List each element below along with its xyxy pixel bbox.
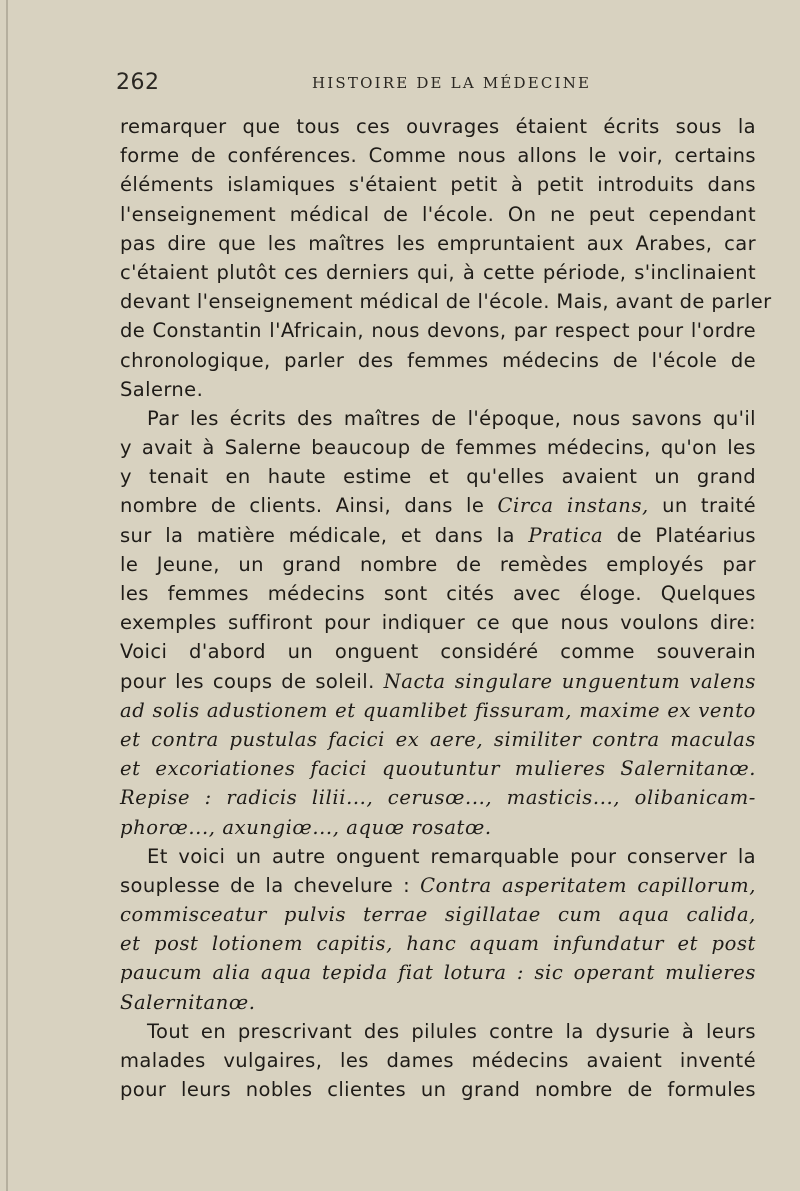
latin-recipe-line: et post lotionem capitis, hanc aquam infundatur et post (120, 932, 756, 956)
text-line (120, 521, 756, 550)
latin-recipe-line: et excoriationes facici quoutuntur mulieres Salernitanœ. (120, 757, 756, 781)
text-line: Voici d'abord un onguent considéré comme souverain (120, 640, 756, 664)
text-line (120, 491, 756, 520)
text-line: exemples suffiront pour indiquer ce que nous voulons dire: (120, 611, 756, 635)
text-line: malades vulgaires, les dames médecins avaient inventé (120, 1049, 756, 1072)
text-segment: sur la matière médicale, et dans la (120, 523, 529, 547)
latin-title: Pratica (528, 523, 604, 547)
text-segment: un traité (648, 494, 756, 518)
text-line (120, 871, 756, 900)
latin-recipe: Contra asperitatem capillorum, (420, 873, 756, 897)
text-segment: pour les coups de soleil. (120, 669, 384, 693)
text-segment: de Platéarius (603, 523, 756, 547)
page-number: 262 (116, 70, 160, 95)
text-line: remarquer que tous ces ouvrages étaient écrits sous la (120, 115, 756, 138)
body-text (120, 112, 772, 1104)
text-line (120, 667, 756, 696)
text-line: c'étaient plutôt ces derniers qui, à cette période, s'inclinaient (120, 260, 756, 284)
text-segment: nombre de clients. Ainsi, dans le (120, 494, 485, 518)
text-line: forme de conférences. Comme nous allons le voir, certains (120, 144, 756, 168)
latin-recipe-line: phorœ..., axungiœ..., aquœ rosatœ. (120, 815, 492, 839)
running-head: HISTOIRE DE LA MÉDECINE (312, 74, 592, 92)
text-line: le Jeune, un grand nombre de remèdes employés par (120, 552, 756, 576)
latin-title: Circa instans, (497, 494, 649, 518)
text-line: y tenait en haute estime et qu'elles avaient un grand (120, 465, 756, 489)
text-segment: souplesse de la chevelure : (120, 873, 421, 897)
latin-recipe: Nacta singulare unguentum valens (383, 669, 756, 693)
text-line: Salerne. (120, 377, 204, 401)
page-edge-shadow (6, 0, 8, 1191)
text-line: éléments islamiques s'étaient petit à petit introduits dans (120, 173, 756, 197)
latin-recipe-line: Salernitanœ. (120, 990, 256, 1014)
text-line: Et voici un autre onguent remarquable pour conserver la (147, 844, 756, 868)
latin-recipe-line: commisceatur pulvis terrae sigillatae cum aqua calida, (120, 903, 756, 927)
latin-recipe-line: paucum alia aqua tepida fiat lotura : sic operant mulieres (120, 961, 756, 985)
text-line: de Constantin l'Africain, nous devons, par respect pour l'ordre (120, 319, 756, 343)
text-line: l'enseignement médical de l'école. On ne peut cependant (120, 202, 756, 226)
text-line: chronologique, parler des femmes médecins de l'école de (120, 348, 756, 372)
latin-recipe-line: et contra pustulas facici ex aere, similiter contra maculas (120, 727, 756, 751)
latin-recipe-line: ad solis adustionem et quamlibet fissuram, maxime ex vento (120, 698, 756, 722)
text-line: y avait à Salerne beaucoup de femmes médecins, qu'on les (120, 436, 756, 460)
latin-recipe-line: Repise : radicis lilii..., cerusœ..., masticis..., olibanicam- (120, 786, 756, 810)
text-line: Tout en prescrivant des pilules contre la dysurie à leurs (147, 1019, 756, 1043)
text-line: pour leurs nobles clientes un grand nombre de formules (120, 1078, 756, 1102)
text-line: Par les écrits des maîtres de l'époque, nous savons qu'il (147, 406, 756, 430)
text-line: pas dire que les maîtres les empruntaient aux Arabes, car (120, 231, 756, 255)
text-line: les femmes médecins sont cités avec éloge. Quelques (120, 582, 756, 605)
page-header (116, 70, 776, 102)
text-line: devant l'enseignement médical de l'école. Mais, avant de parler (120, 290, 772, 314)
